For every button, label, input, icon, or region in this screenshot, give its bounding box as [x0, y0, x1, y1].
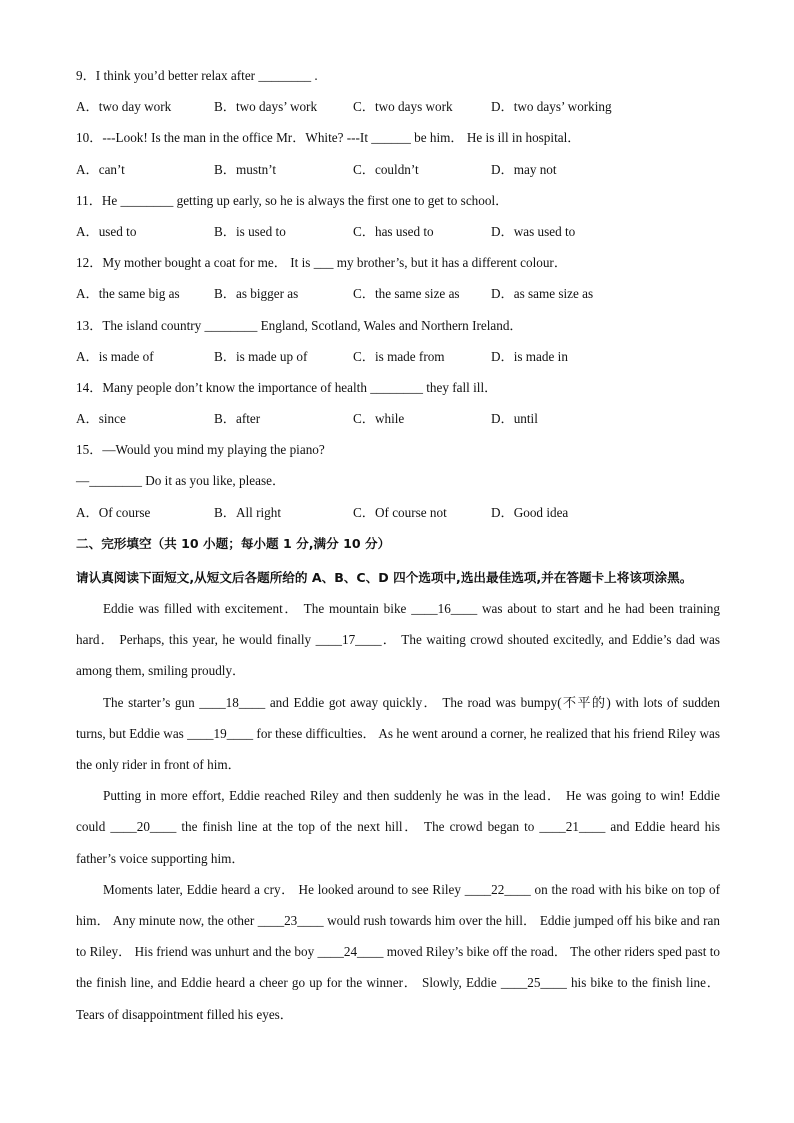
question-15	[76, 437, 720, 531]
question-stem: 12．My mother bought a coat for me． It is ___ my brother’s, but it has a different colour．	[76, 255, 568, 271]
passage-paragraph: The starter’s gun ____18____ and Eddie got away quickly． The road was bumpy(不平的) with lots of sudden turns, but Eddie was ____19____ for these difficulties． As he went around a corner, he realized that his friend Riley was the only rider in front of him．	[76, 694, 720, 773]
option-d[interactable]: D．Good idea	[491, 504, 569, 520]
section-title: 二、完形填空（共 10 小题；每小题 1 分,满分 10 分）	[76, 535, 391, 551]
option-c[interactable]: C．the same size as	[353, 286, 460, 302]
exam-page	[76, 63, 720, 1030]
options-row	[76, 406, 720, 437]
question-stem: 14．Many people don’t know the importance of health ________ they fall ill．	[76, 379, 498, 395]
option-c[interactable]: C．while	[353, 411, 405, 427]
question-stem: 9．I think you’d better relax after ________ .	[76, 68, 318, 83]
option-c[interactable]: C．couldn’t	[353, 161, 419, 177]
options-row	[76, 94, 720, 125]
cloze-passage	[76, 593, 720, 1030]
question-10	[76, 125, 720, 187]
question-12	[76, 250, 720, 312]
passage-paragraph: Moments later, Eddie heard a cry． He looked around to see Riley ____22____ on the road with his bike on top of him． Any minute now, the other ____23____ would rush towards him over the hill． Eddie jumped off his bike and ran to Riley． His friend was unhurt and the boy ____24____ moved Riley’s bike off the road． The other riders sped past to the finish line, and Eddie heard a cheer go up for the winner． Slowly, Eddie ____25____ his bike to the finish line． Tears of disappointment filled his eyes．	[76, 881, 720, 1022]
option-d[interactable]: D．as same size as	[491, 286, 594, 302]
option-a[interactable]: A．the same big as	[76, 286, 180, 302]
options-row	[76, 281, 720, 312]
question-11	[76, 188, 720, 250]
options-row	[76, 500, 720, 531]
question-stem: 13．The island country ________ England, Scotland, Wales and Northern Ireland．	[76, 317, 523, 333]
options-row	[76, 219, 720, 250]
question-reply: —________ Do it as you like, please．	[76, 473, 286, 489]
option-d[interactable]: D．two days’ working	[491, 99, 612, 115]
options-row	[76, 344, 720, 375]
question-stem: 15．—Would you mind my playing the piano?	[76, 442, 325, 458]
passage-paragraph: Eddie was filled with excitement． The mountain bike ____16____ was about to start and he had been training hard． Perhaps, this year, he would finally ____17____． The waiting crowd shouted excitedly, and Eddie’s dad was among them, smiling proudly．	[76, 601, 720, 679]
option-b[interactable]: B．two days’ work	[214, 99, 318, 115]
question-stem: 10．---Look! Is the man in the office Mr．White? ---It ______ be him． He is ill in hospital．	[76, 130, 581, 146]
option-d[interactable]: D．was used to	[491, 223, 576, 239]
option-d[interactable]: D．is made in	[491, 348, 568, 364]
option-b[interactable]: B．after	[214, 411, 261, 427]
option-a[interactable]: A．can’t	[76, 161, 125, 177]
option-d[interactable]: D．until	[491, 411, 538, 427]
option-a[interactable]: A．two day work	[76, 99, 172, 115]
option-a[interactable]: A．is made of	[76, 348, 154, 364]
option-c[interactable]: C．has used to	[353, 223, 434, 239]
question-13	[76, 313, 720, 375]
option-d[interactable]: D．may not	[491, 161, 557, 177]
option-b[interactable]: B．mustn’t	[214, 161, 277, 177]
option-a[interactable]: A．used to	[76, 223, 137, 239]
option-a[interactable]: A．since	[76, 411, 126, 427]
option-b[interactable]: B．All right	[214, 504, 282, 520]
option-c[interactable]: C．Of course not	[353, 504, 447, 520]
option-c[interactable]: C．is made from	[353, 348, 445, 364]
question-14	[76, 375, 720, 437]
option-c[interactable]: C．two days work	[353, 99, 453, 115]
option-a[interactable]: A．Of course	[76, 504, 151, 520]
passage-paragraph: Putting in more effort, Eddie reached Riley and then suddenly he was in the lead． He was going to win! Eddie could ____20____ the finish line at the top of the next hill． The crowd began to ____21____ and Eddie heard his father’s voice supporting him．	[76, 788, 720, 866]
options-row	[76, 157, 720, 188]
section-instruction: 请认真阅读下面短文,从短文后各题所给的 A、B、C、D 四个选项中,选出最佳选项,并在答题卡上将该项涂黑。	[76, 570, 693, 585]
question-9	[76, 63, 720, 125]
question-stem: 11．He ________ getting up early, so he is always the first one to get to school．	[76, 192, 509, 208]
option-b[interactable]: B．as bigger as	[214, 286, 299, 302]
option-b[interactable]: B．is made up of	[214, 348, 308, 364]
option-b[interactable]: B．is used to	[214, 223, 286, 239]
